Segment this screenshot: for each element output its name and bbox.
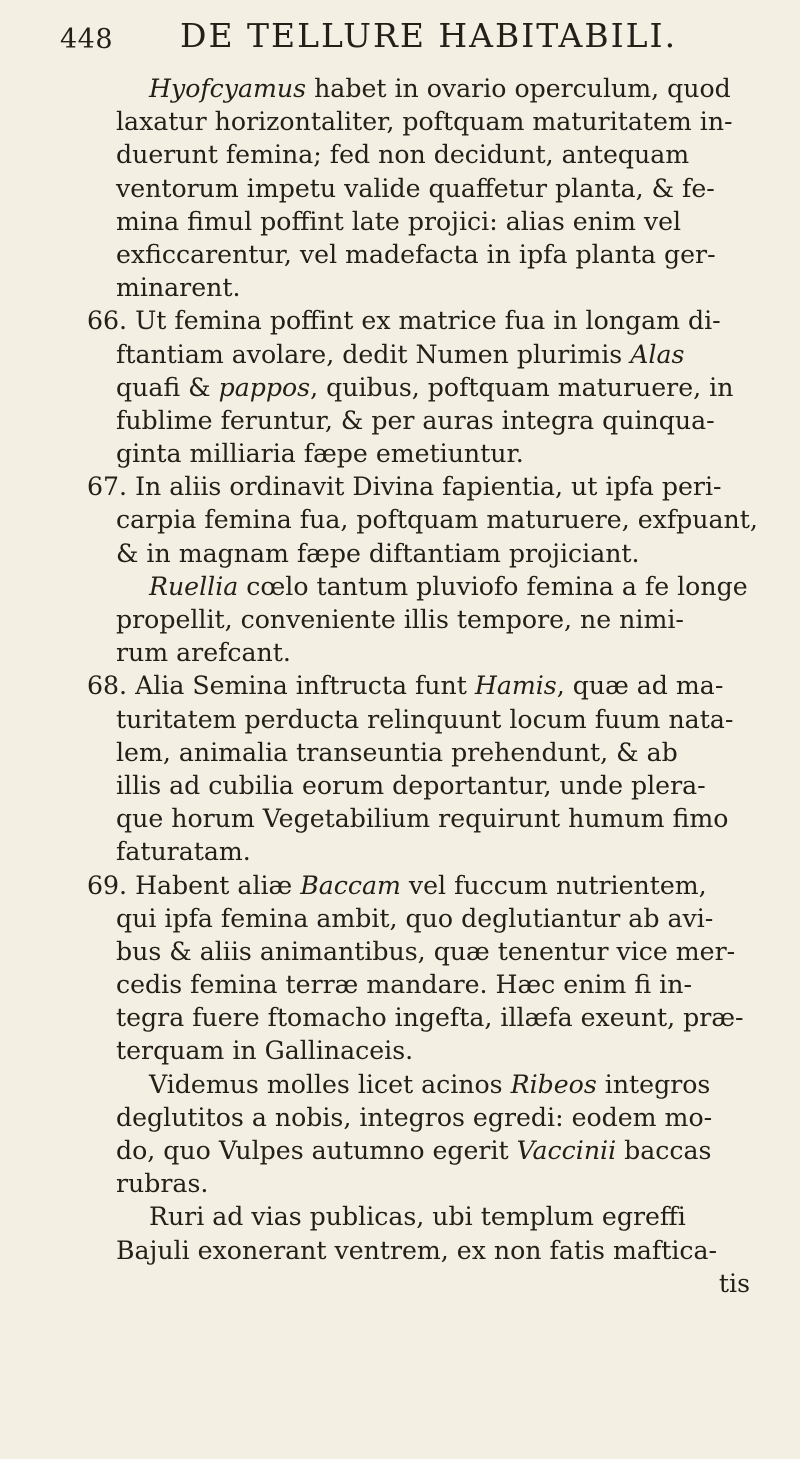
text-line: faturatam. [116,837,251,867]
text-line: Bajuli exonerant ventrem, ex non fatis maftica- [116,1235,718,1265]
text-line: laxatur horizontaliter, poftquam maturitatem in- [116,107,733,137]
text-line [87,869,756,902]
text-line: quafi & pappos, quibus, poftquam maturuere, in [116,372,734,402]
text-line: Videmus molles licet acinos Ribeos integros [149,1069,711,1099]
text-line: tegra fuere ftomacho ingefta, illæfa exeunt, præ- [116,1003,744,1033]
paragraph-66 [87,304,756,470]
text-line [87,669,756,702]
text-line: ftantiam avolare, dedit Numen plurimis Alas [116,339,685,369]
text-line: Hyofcyamus habet in ovario operculum, quod [149,74,731,103]
text-line-content: 66. Ut femina poffint ex matrice fua in longam di- [87,306,721,336]
text-line: qui ipfa femina ambit, quo deglutiantur ab avi- [116,903,714,933]
text-line: ventorum impetu valide quaffetur planta, & fe- [116,173,715,203]
text-line: que horum Vegetabilium requirunt humum fimo [116,804,729,834]
text-line: duerunt femina; fed non decidunt, antequam [116,140,690,170]
text-line: Ruellia cœlo tantum pluviofo femina a fe longe [149,571,748,601]
text-line-content: 69. Habent aliæ Baccam vel fuccum nutrientem, [87,870,707,900]
text-line: rubras. [116,1169,209,1199]
page-number: 448 [60,24,114,55]
text-line: propellit, conveniente illis tempore, ne nimi- [116,605,684,634]
text-line: mina fimul poffint late projici: alias enim vel [116,206,682,236]
text-line: terquam in Gallinaceis. [116,1036,414,1066]
text-line: cedis femina terræ mandare. Hæc enim fi in- [116,970,692,1000]
text-line: turitatem perducta relinquunt locum fuum nata- [116,704,734,734]
text-line: carpia femina fua, poftquam maturuere, exfpuant, [116,505,758,535]
catchword: tis [718,1268,750,1298]
paragraph-ribes [116,1068,756,1201]
body-text [87,72,758,1300]
text-line-content: 68. Alia Semina inftructa funt Hamis, quæ ad ma- [87,671,724,701]
text-line: fublime feruntur, & per auras integra quinqua- [116,405,715,435]
text-line: exficcarentur, vel madefacta in ipfa planta ger- [116,239,716,269]
text-line [87,470,756,503]
text-line-content: 67. In aliis ordinavit Divina fapientia, ut ipfa peri- [87,472,722,502]
page-header [60,10,750,70]
text-line: deglutitos a nobis, integros egredi: eodem mo- [116,1102,713,1132]
paragraph-68 [87,669,756,868]
paragraph-69 [87,869,756,1068]
text-line: rum arefcant. [116,638,291,668]
text-line: minarent. [116,273,241,303]
text-line [87,304,756,337]
text-line: illis ad cubilia eorum deportantur, unde plera- [116,770,706,800]
text-line: Ruri ad vias publicas, ubi templum egreffi [149,1202,686,1232]
paragraph-67 [87,470,758,570]
text-line: bus & aliis animantibus, quæ tenentur vice mer- [116,936,736,966]
text-line: do, quo Vulpes autumno egerit Vaccinii baccas [116,1136,712,1165]
text-line: lem, animalia transeuntia prehendunt, & ab [116,737,678,767]
paragraph-ruellia [116,570,756,670]
paragraph-hyoscyamus [116,72,756,304]
text-line: & in magnam fæpe diftantiam projiciant. [116,538,640,568]
paragraph-ruri [116,1200,756,1300]
running-head: DE TELLURE HABITABILI. [180,16,678,55]
text-line: ginta milliaria fæpe emetiuntur. [116,439,524,469]
